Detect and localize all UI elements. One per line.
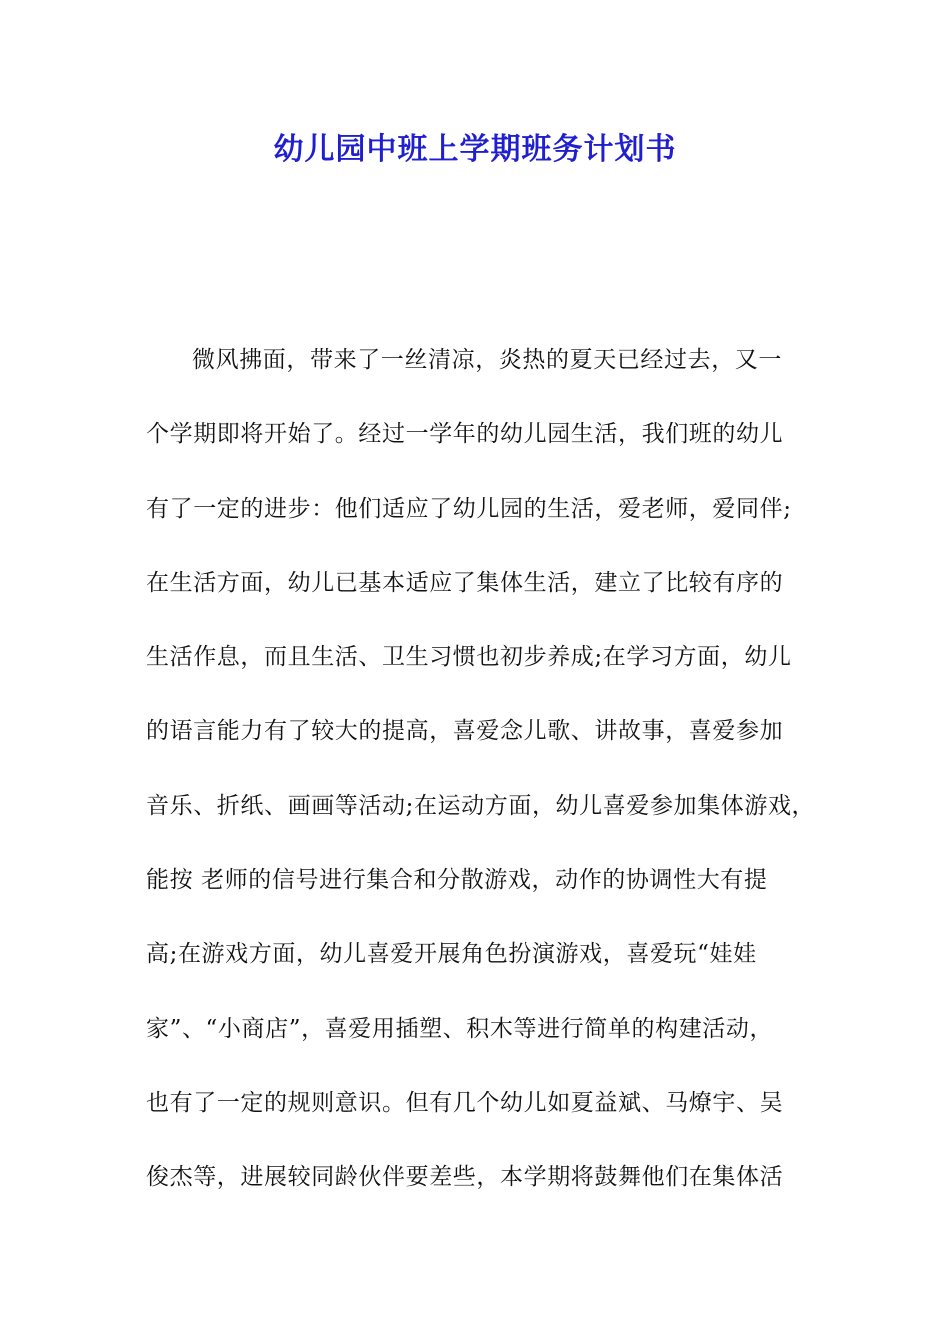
paragraph-line: 的语言能力有了较大的提高，喜爱念儿歌、讲故事，喜爱参加 xyxy=(146,718,784,745)
paragraph-line: 个学期即将开始了。经过一学年的幼儿园生活，我们班的幼儿 xyxy=(146,421,784,448)
paragraph-line: 高;在游戏方面，幼儿喜爱开展角色扮演游戏，喜爱玩“娃娃 xyxy=(146,941,757,968)
document-body xyxy=(146,340,826,1232)
document-title: 幼儿园中班上学期班务计划书 xyxy=(273,132,677,167)
paragraph-line: 有了一定的进步：他们适应了幼儿园的生活，爱老师，爱同伴; xyxy=(146,495,792,522)
paragraph-line: 生活作息，而且生活、卫生习惯也初步养成;在学习方面，幼儿 xyxy=(146,644,792,671)
paragraph-line: 俊杰等，进展较同龄伙伴要差些，本学期将鼓舞他们在集体活 xyxy=(146,1164,784,1191)
paragraph-line: 也有了一定的规则意识。但有几个幼儿如夏益斌、马燎宇、吴 xyxy=(146,1089,784,1116)
paragraph-line: 音乐、折纸、画画等活动;在运动方面，幼儿喜爱参加集体游戏， xyxy=(146,792,816,819)
paragraph-line: 在生活方面，幼儿已基本适应了集体生活，建立了比较有序的 xyxy=(146,569,784,596)
paragraph-line: 家”、“小商店”，喜爱用插塑、积木等进行简单的构建活动， xyxy=(146,1015,774,1042)
paragraph-line: 微风拂面，带来了一丝清凉，炎热的夏天已经过去，又一 xyxy=(192,347,782,373)
paragraph-line: 能按 老师的信号进行集合和分散游戏，动作的协调性大有提 xyxy=(146,867,768,894)
